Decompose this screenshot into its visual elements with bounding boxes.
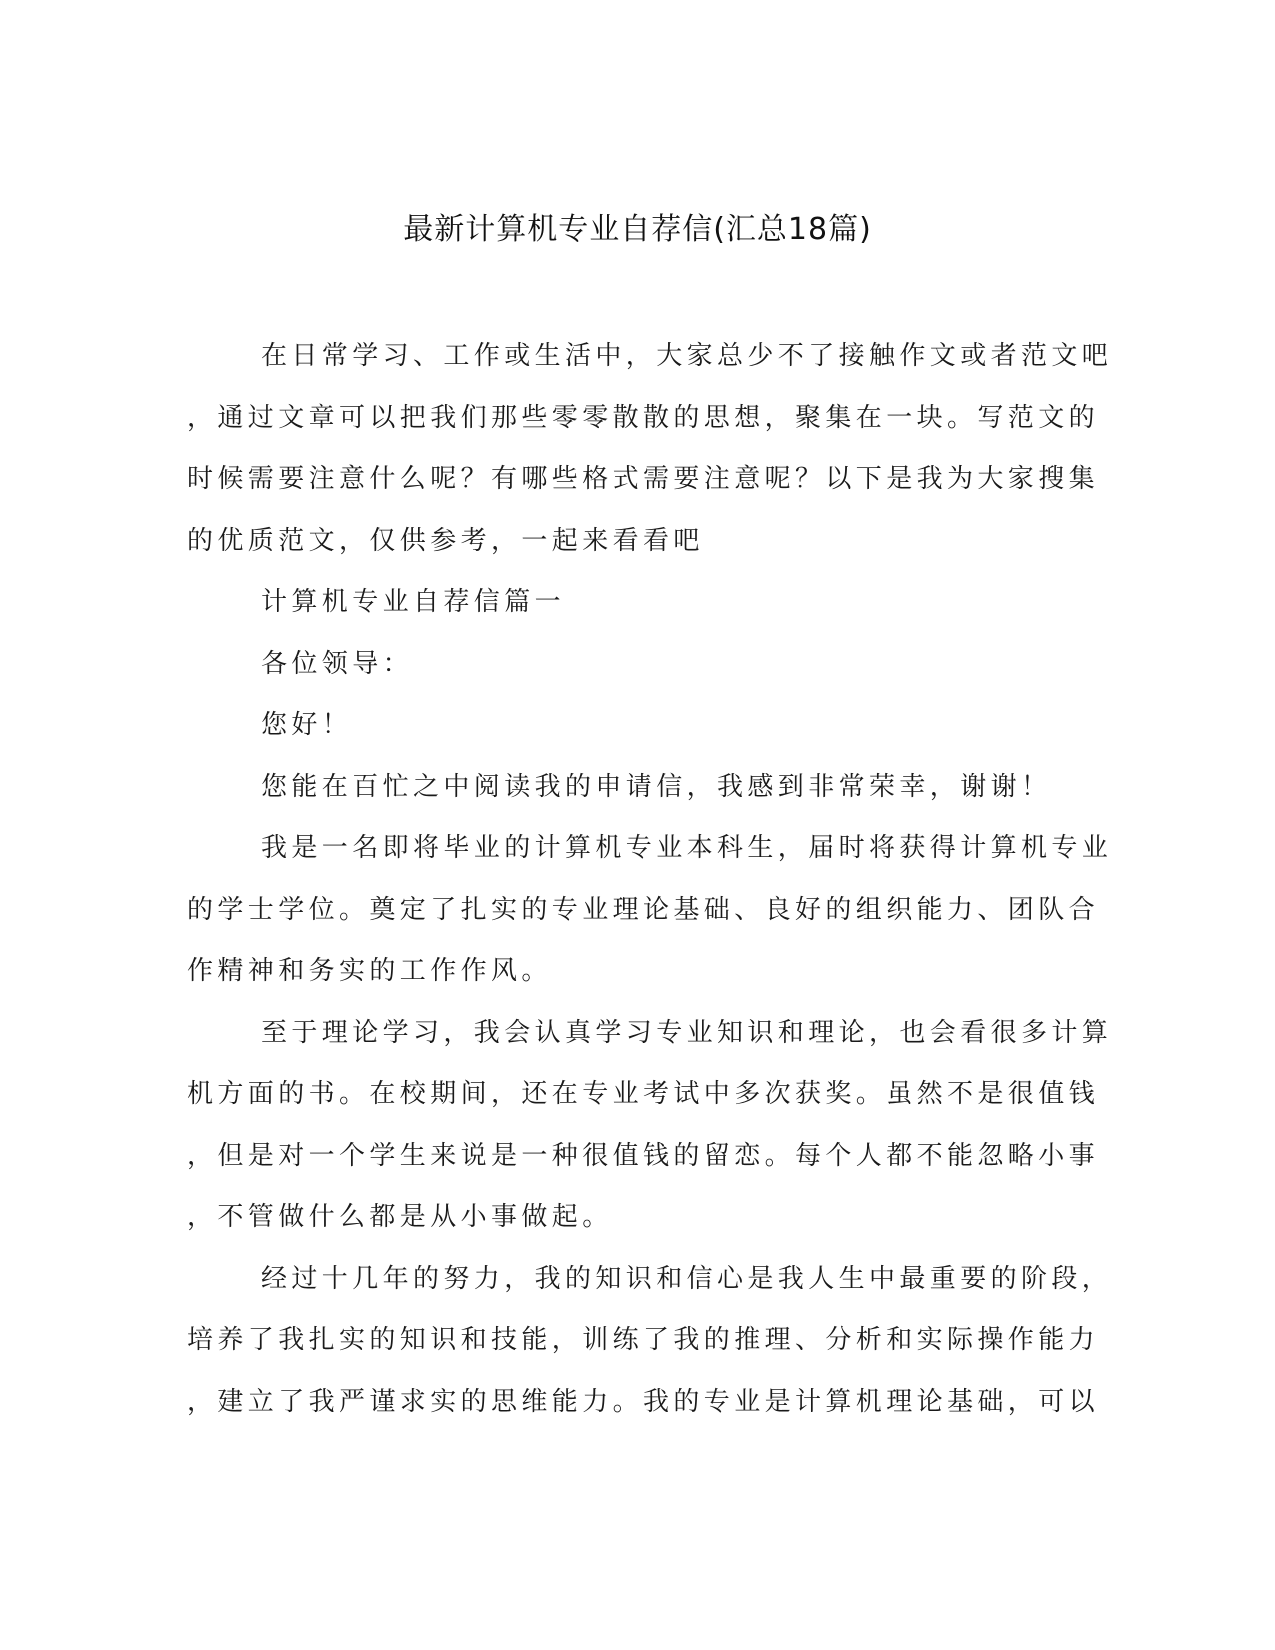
body-line: 各位领导： [261,648,414,679]
body-line: 至于理论学习，我会认真学习专业知识和理论，也会看很多计算 [261,1017,1113,1048]
document-body [187,326,1113,1433]
body-line: ，但是对一个学生来说是一种很值钱的留恋。每个人都不能忽略小事 [187,1140,1100,1171]
body-line: 作精神和务实的工作作风。 [187,956,552,986]
body-line: 机方面的书。在校期间，还在专业考试中多次获奖。虽然不是很值钱 [187,1079,1100,1109]
body-line: 我是一名即将毕业的计算机专业本科生，届时将获得计算机专业 [261,833,1113,863]
body-line: ，建立了我严谨求实的思维能力。我的专业是计算机理论基础，可以 [187,1386,1100,1417]
body-line: ，不管做什么都是从小事做起。 [187,1202,613,1232]
body-line: 的学士学位。奠定了扎实的专业理论基础、良好的组织能力、团队合 [187,894,1100,925]
document-title: 最新计算机专业自荐信(汇总18篇) [403,212,872,247]
body-line: 您好！ [261,710,353,740]
body-line: 培养了我扎实的知识和技能，训练了我的推理、分析和实际操作能力 [187,1325,1100,1355]
body-line: 的优质范文，仅供参考，一起来看看吧 [187,525,704,556]
body-line: 在日常学习、工作或生活中，大家总少不了接触作文或者范文吧 [261,341,1113,371]
body-line: 经过十几年的努力，我的知识和信心是我人生中最重要的阶段， [261,1263,1113,1294]
body-line: 您能在百忙之中阅读我的申请信，我感到非常荣幸，谢谢！ [261,771,1052,802]
body-line: ，通过文章可以把我们那些零零散散的思想，聚集在一块。写范文的 [187,402,1100,433]
body-line: 计算机专业自荐信篇一 [261,587,566,617]
body-line: 时候需要注意什么呢？有哪些格式需要注意呢？以下是我为大家搜集 [187,464,1100,494]
